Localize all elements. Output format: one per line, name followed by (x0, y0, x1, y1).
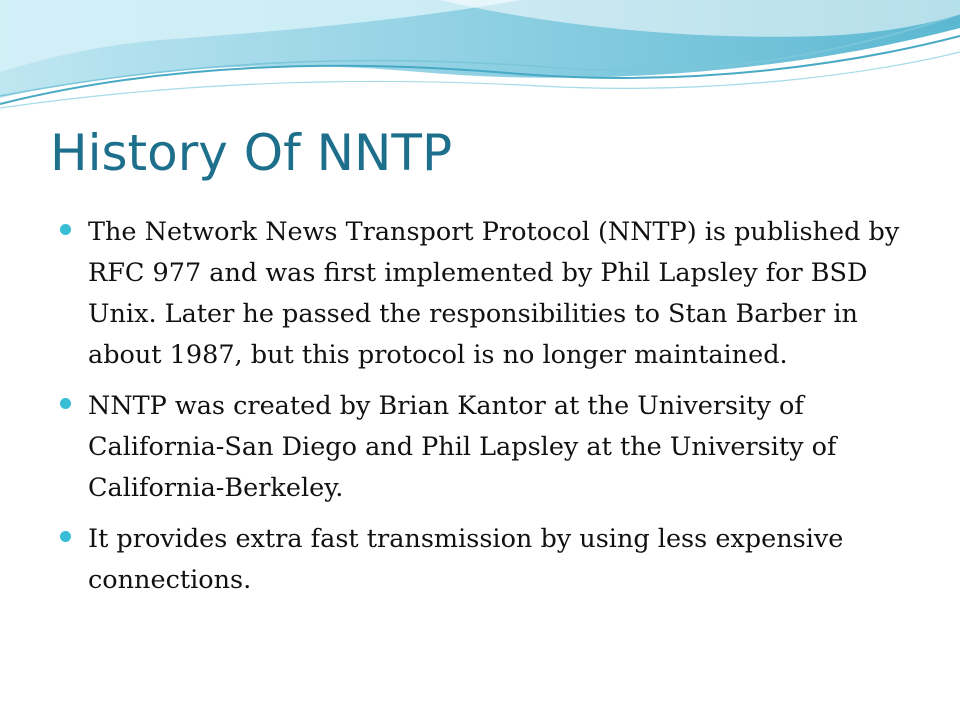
bullet-text: The Network News Transport Protocol (NNTP) is published by RFC 977 and was first implemented by Phil Lapsley for BSD Unix. Later he passed the responsibilities to Stan Barber in about 1987, but this protocol is no longer maintained. (88, 217, 900, 370)
bullet-item (60, 212, 920, 376)
bullet-item (60, 519, 920, 601)
bullet-item (60, 386, 920, 509)
bullet-icon (60, 398, 71, 409)
header-wave-decoration (0, 0, 960, 110)
bullet-text: NNTP was created by Brian Kantor at the University of California-San Diego and Phil Lapsley at the University of California-Berkeley. (88, 391, 837, 503)
bullet-text: It provides extra fast transmission by using less expensive connections. (88, 524, 844, 595)
bullet-list (60, 212, 920, 611)
bullet-icon (60, 531, 71, 542)
bullet-icon (60, 224, 71, 235)
slide-title: History Of NNTP (50, 124, 453, 182)
